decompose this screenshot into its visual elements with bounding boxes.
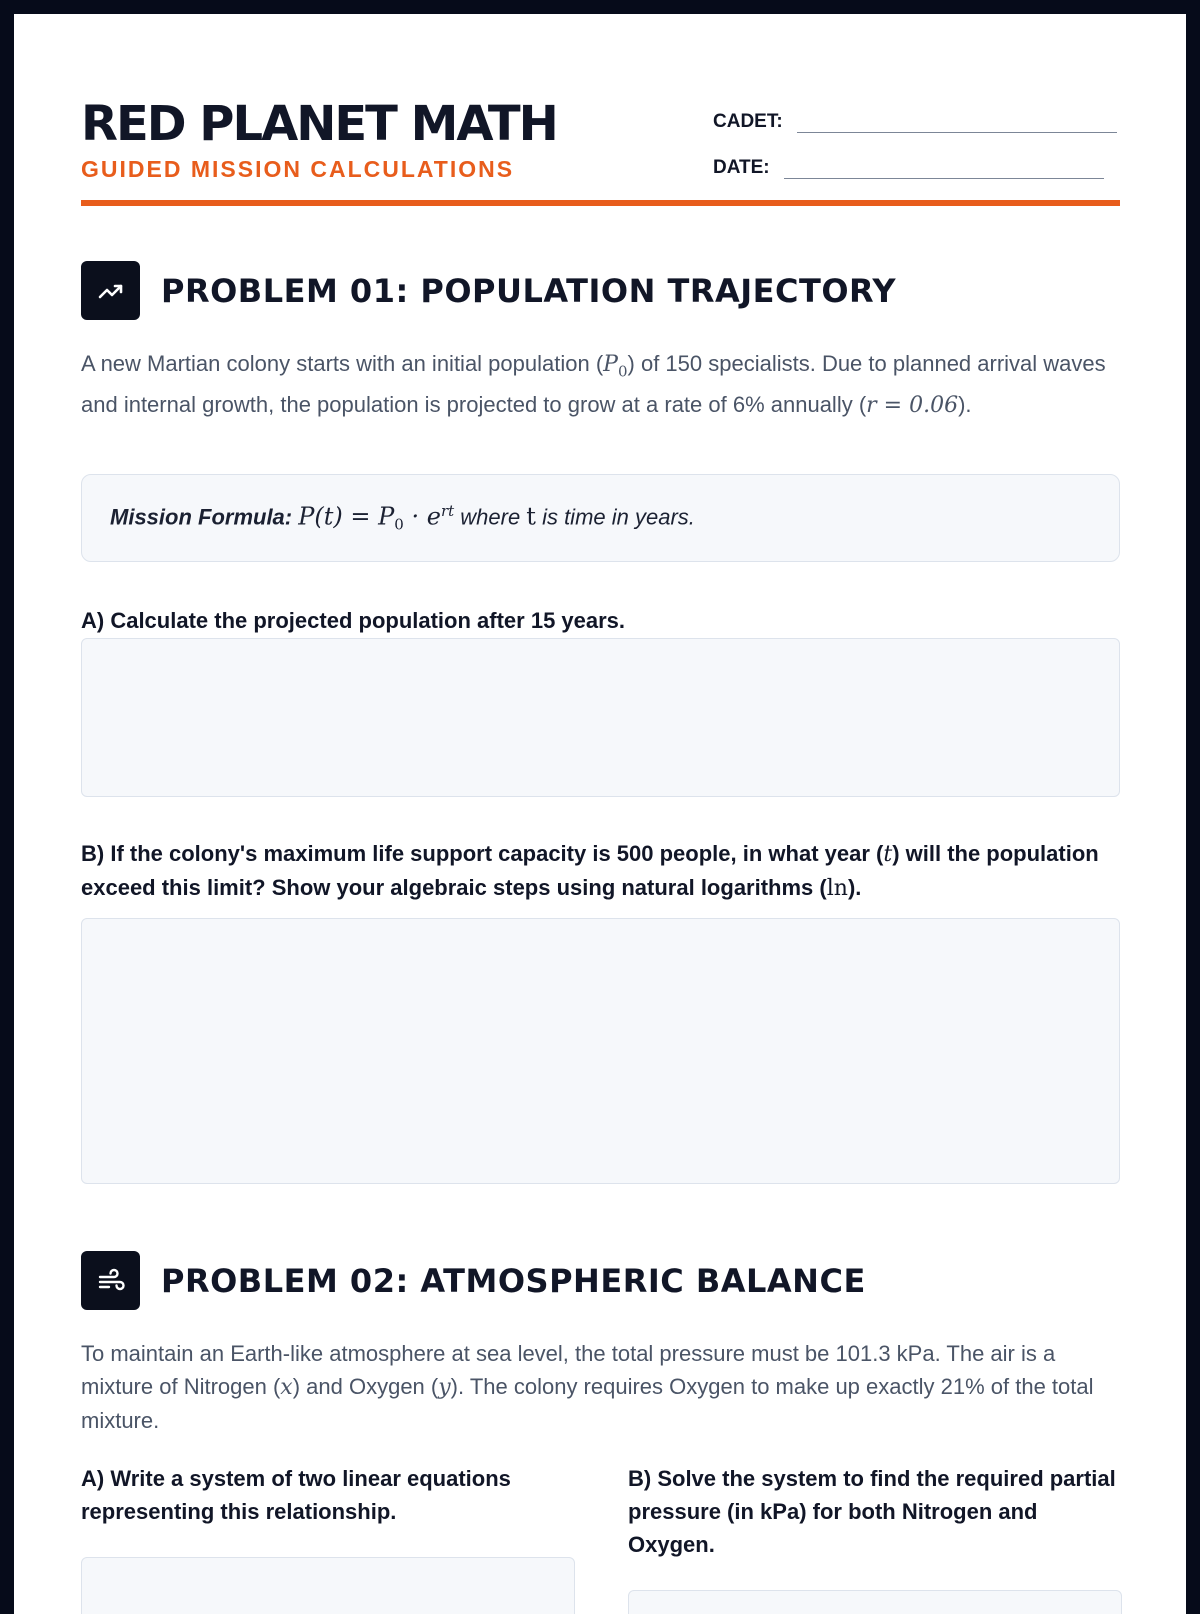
trending-up-icon <box>81 261 140 320</box>
mission-formula: Mission Formula: $P(t) = P_0 \cdot e^{rt}$ where t is time in years. <box>110 502 695 534</box>
problem-2-question-a: A) Write a system of two linear equations representing this relationship. <box>81 1466 511 1524</box>
mission-formula-box <box>81 474 1120 562</box>
date-field <box>713 154 1104 179</box>
date-input-line[interactable] <box>784 154 1104 179</box>
cadet-field <box>713 108 1117 133</box>
date-label: DATE: <box>713 157 770 178</box>
wind-icon <box>81 1251 140 1310</box>
page-subtitle: GUIDED MISSION CALCULATIONS <box>81 156 515 182</box>
cadet-label: CADET: <box>713 111 783 132</box>
problem-1-answer-a-box[interactable] <box>81 638 1120 797</box>
worksheet-page <box>14 14 1186 1614</box>
problem-1-title: PROBLEM 01: POPULATION TRAJECTORY <box>161 271 897 310</box>
cadet-input-line[interactable] <box>797 108 1117 133</box>
problem-2-question-b: B) Solve the system to find the required partial pressure (in kPa) for both Nitrogen and Oxygen. <box>628 1466 1116 1557</box>
problem-1-heading <box>81 261 896 320</box>
problem-2-answer-b-box[interactable] <box>628 1590 1122 1614</box>
problem-2-answer-a-box[interactable] <box>81 1557 575 1614</box>
problem-1-answer-b-box[interactable] <box>81 918 1120 1184</box>
problem-2-description: To maintain an Earth-like atmosphere at sea level, the total pressure must be 101.3 kPa. The air is a mixture of Nitrogen (x) and Oxygen (y). The colony requires Oxygen to make up exactly 21% of the total mixture. <box>81 1341 1094 1433</box>
problem-2-heading <box>81 1251 866 1310</box>
problem-1-question-a: A) Calculate the projected population after 15 years. <box>81 608 626 633</box>
problem-1-description: A new Martian colony starts with an initial population $(P_0)$ of 150 specialists. Due to planned arrival waves and internal growth, the population is projected to grow at a rate of 6% annually (r = 0.06). <box>81 351 1106 419</box>
page-title: RED PLANET MATH <box>81 96 557 152</box>
problem-2-title: PROBLEM 02: ATMOSPHERIC BALANCE <box>161 1261 866 1300</box>
problem-1-question-b: B) If the colony's maximum life support capacity is 500 people, in what year (t) will the population exceed this limit? Show your algebraic steps using natural logarithms (ln). <box>81 841 1099 901</box>
header-divider <box>81 200 1120 206</box>
worksheet-header <box>81 14 1120 206</box>
